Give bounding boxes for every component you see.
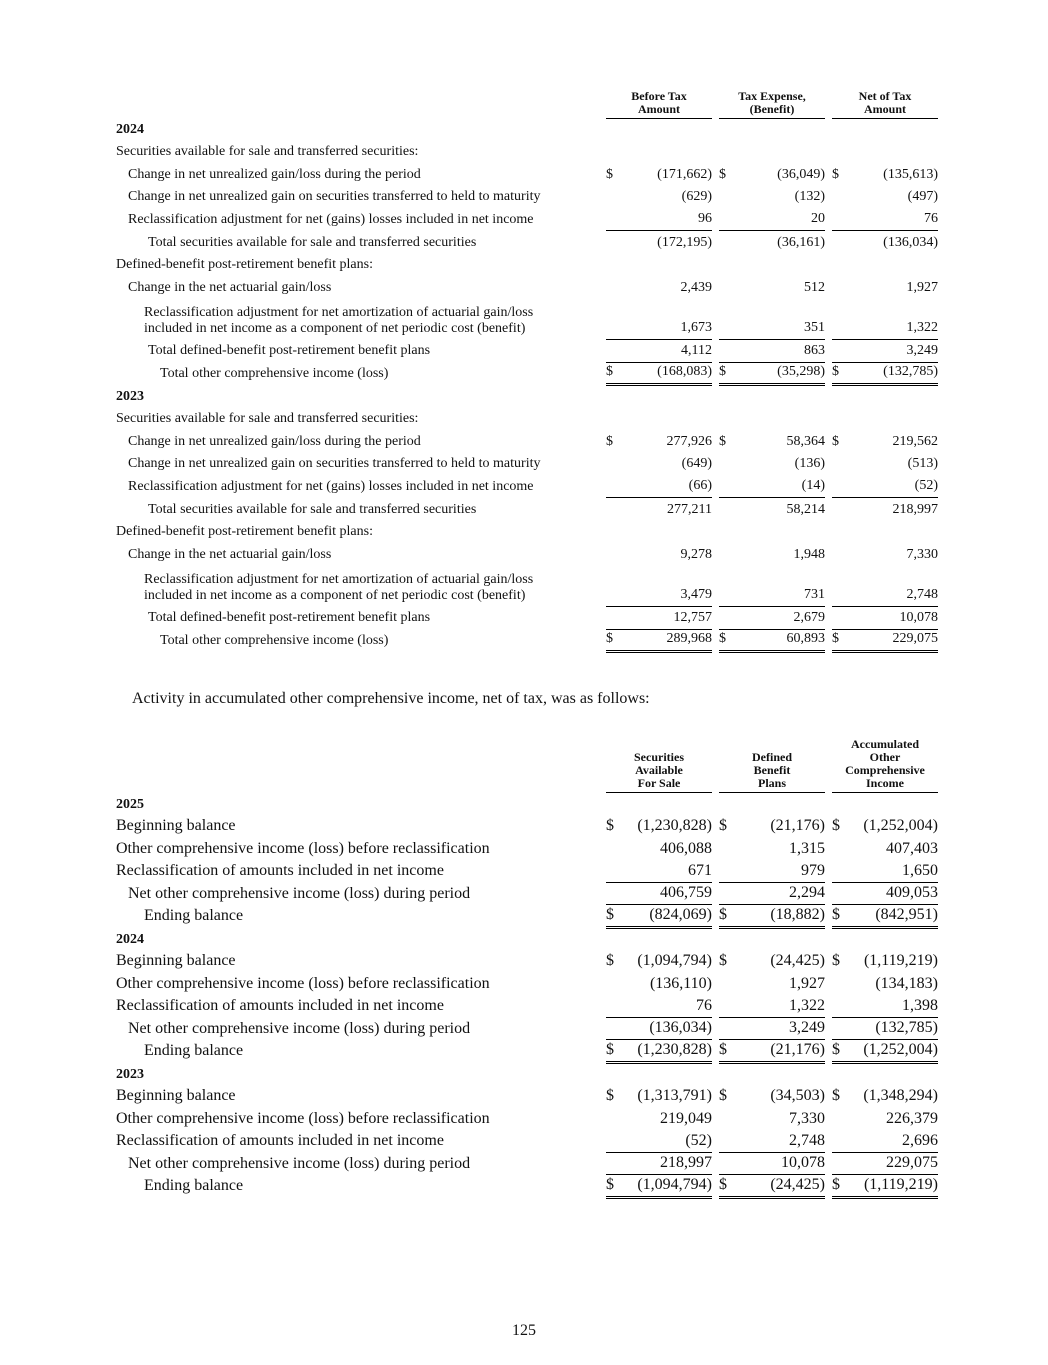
cell-value: 2,748	[854, 566, 938, 607]
cell-value: (136)	[794, 456, 825, 472]
table-row	[116, 972, 938, 995]
table-row	[116, 475, 938, 498]
cell-value: 20	[741, 208, 825, 231]
currency-sign: $	[719, 166, 726, 182]
cell-value: (1,230,828)	[637, 817, 712, 834]
cell-value: 10,078	[854, 607, 938, 630]
table-row	[116, 1085, 938, 1108]
cell-value: 9,278	[680, 546, 712, 562]
col-header-net-of-tax: Net of Tax Amount	[832, 84, 938, 118]
row-label: Ending balance	[144, 1177, 244, 1194]
cell-value: 7,330	[789, 1109, 825, 1127]
subtotal-row	[116, 1017, 938, 1040]
cell-value: 58,364	[786, 433, 825, 449]
cell-value: 219,049	[660, 1109, 712, 1127]
table-row	[116, 815, 938, 838]
subtotal-row	[116, 607, 938, 630]
table-row	[116, 566, 938, 607]
cell-value: 409,053	[848, 882, 938, 905]
table-header-row	[116, 84, 938, 118]
cell-value: 1,650	[848, 860, 938, 883]
year-row	[116, 792, 938, 815]
cell-value: (136,110)	[649, 974, 712, 992]
cell-value: 60,893	[741, 629, 825, 652]
currency-sign: $	[719, 362, 741, 385]
currency-sign: $	[719, 1087, 727, 1104]
cell-value: (629)	[681, 189, 712, 205]
table-row	[116, 1107, 938, 1130]
cell-value: (1,252,004)	[863, 817, 938, 834]
cell-value: 3,249	[735, 1017, 825, 1040]
cell-value: 731	[741, 566, 825, 607]
cell-value: (1,094,794)	[637, 952, 712, 969]
cell-value: (36,161)	[777, 234, 825, 250]
row-label: Total other comprehensive income (loss)	[160, 365, 389, 381]
row-label: Total defined-benefit post-retirement benefit plans	[148, 610, 431, 626]
total-row	[116, 1175, 938, 1198]
table-row	[116, 453, 938, 476]
table-row	[116, 837, 938, 860]
cell-value: 3,479	[628, 566, 712, 607]
currency-sign: $	[606, 362, 628, 385]
cell-value: (168,083)	[628, 362, 712, 385]
subtotal-row	[116, 231, 938, 254]
subtotal-row	[116, 340, 938, 363]
cell-value: 4,112	[628, 340, 712, 363]
cell-value: 12,757	[628, 607, 712, 630]
currency-sign: $	[832, 1175, 848, 1198]
row-label: Total other comprehensive income (loss)	[160, 632, 389, 648]
cell-value: 218,997	[622, 1152, 712, 1175]
cell-value: 289,968	[628, 629, 712, 652]
cell-value: 76	[854, 208, 938, 231]
currency-sign: $	[606, 952, 614, 969]
currency-sign: $	[719, 1175, 735, 1198]
table-row	[116, 299, 938, 340]
row-label: Change in net unrealized gain on securities transferred to held to maturity	[128, 456, 541, 472]
row-label: Reclassification of amounts included in net income	[116, 1132, 444, 1149]
row-label: Ending balance	[144, 907, 244, 924]
currency-sign: $	[719, 905, 735, 928]
cell-value: 1,927	[906, 279, 938, 295]
section-label: Securities available for sale and transferred securities:	[116, 144, 419, 160]
currency-sign: $	[719, 433, 726, 449]
total-row	[116, 1040, 938, 1063]
currency-sign: $	[606, 166, 613, 182]
oci-components-table	[116, 84, 938, 653]
row-label: Reclassification of amounts included in net income	[116, 862, 444, 879]
cell-value: (132)	[794, 189, 825, 205]
row-label: Total securities available for sale and transferred securities	[148, 501, 477, 517]
cell-value: 1,927	[789, 974, 825, 992]
year-label: 2023	[116, 388, 144, 404]
cell-value: 1,322	[854, 299, 938, 340]
section-row	[116, 408, 938, 431]
currency-sign: $	[606, 1040, 622, 1063]
cell-value: 1,398	[848, 995, 938, 1018]
col-header-aoci: Accumulated Other Comprehensive Income	[832, 732, 938, 792]
cell-value: 979	[735, 860, 825, 883]
cell-value: (171,662)	[657, 166, 712, 182]
cell-value: (132,785)	[848, 1017, 938, 1040]
currency-sign: $	[832, 1087, 840, 1104]
cell-value: (513)	[907, 456, 938, 472]
section-label: Defined-benefit post-retirement benefit plans:	[116, 257, 373, 273]
currency-sign: $	[719, 629, 741, 652]
cell-value: 277,211	[667, 501, 712, 517]
currency-sign: $	[832, 817, 840, 834]
cell-value: (1,313,791)	[637, 1087, 712, 1104]
cell-value: 218,997	[892, 501, 938, 517]
row-label: Net other comprehensive income (loss) during period	[128, 884, 471, 902]
cell-value: 2,294	[735, 882, 825, 905]
subtotal-row	[116, 1152, 938, 1175]
cell-value: (52)	[622, 1130, 712, 1153]
cell-value: (14)	[741, 475, 825, 498]
row-label: Beginning balance	[116, 952, 236, 969]
table-row	[116, 208, 938, 231]
cell-value: (1,119,219)	[863, 952, 938, 969]
col-header-securities-afs: Securities Available For Sale	[606, 732, 712, 792]
cell-value: (824,069)	[622, 905, 712, 928]
cell-value: (34,503)	[770, 1087, 825, 1104]
year-label: 2023	[116, 1066, 144, 1082]
cell-value: (136,034)	[883, 234, 938, 250]
row-label: Change in net unrealized gain on securities transferred to held to maturity	[128, 189, 541, 205]
col-header-before-tax: Before Tax Amount	[606, 84, 712, 118]
col-header-defined-benefit: Defined Benefit Plans	[719, 732, 825, 792]
cell-value: (66)	[628, 475, 712, 498]
cell-value: (1,252,004)	[848, 1040, 938, 1063]
cell-value: (136,034)	[622, 1017, 712, 1040]
year-row	[116, 927, 938, 950]
row-label: Reclassification adjustment for net amortization of actuarial gain/loss included in net income as a component of net periodic cost (benefit)	[144, 304, 534, 336]
cell-value: 229,075	[854, 629, 938, 652]
cell-value: (649)	[681, 456, 712, 472]
cell-value: 406,088	[660, 839, 712, 857]
currency-sign: $	[832, 905, 848, 928]
cell-value: 2,439	[680, 279, 712, 295]
row-label: Other comprehensive income (loss) before reclassification	[116, 1109, 490, 1127]
row-label: Beginning balance	[116, 817, 236, 834]
cell-value: (842,951)	[848, 905, 938, 928]
cell-value: 2,679	[741, 607, 825, 630]
cell-value: (1,094,794)	[622, 1175, 712, 1198]
subtotal-row	[116, 498, 938, 521]
currency-sign: $	[606, 629, 628, 652]
table-row	[116, 950, 938, 973]
currency-sign: $	[832, 629, 854, 652]
page-number: 125	[512, 1322, 536, 1339]
currency-sign: $	[606, 1175, 622, 1198]
aoci-activity-table	[116, 732, 938, 1199]
currency-sign: $	[719, 817, 727, 834]
row-label: Ending balance	[144, 1042, 244, 1059]
cell-value: (21,176)	[735, 1040, 825, 1063]
row-label: Other comprehensive income (loss) before reclassification	[116, 974, 490, 992]
col-header-tax-expense: Tax Expense, (Benefit)	[719, 84, 825, 118]
section-row	[116, 141, 938, 164]
table-row	[116, 1130, 938, 1153]
cell-value: 10,078	[735, 1152, 825, 1175]
section-row	[116, 254, 938, 277]
row-label: Total defined-benefit post-retirement benefit plans	[148, 343, 431, 359]
table-row	[116, 543, 938, 566]
cell-value: 1,948	[793, 546, 825, 562]
cell-value: (132,785)	[854, 362, 938, 385]
cell-value: 1,315	[789, 839, 825, 857]
subtotal-row	[116, 882, 938, 905]
row-label: Reclassification of amounts included in net income	[116, 997, 444, 1014]
cell-value: (134,183)	[875, 974, 938, 992]
cell-value: (135,613)	[883, 166, 938, 182]
cell-value: 226,379	[886, 1109, 938, 1127]
year-row	[116, 1062, 938, 1085]
year-label: 2024	[116, 931, 144, 947]
table-row	[116, 276, 938, 299]
cell-value: 1,673	[628, 299, 712, 340]
currency-sign: $	[606, 1087, 614, 1104]
section-row	[116, 521, 938, 544]
cell-value: (36,049)	[777, 166, 825, 182]
cell-value: 7,330	[906, 546, 938, 562]
cell-value: (1,119,219)	[848, 1175, 938, 1198]
currency-sign: $	[832, 433, 839, 449]
row-label: Net other comprehensive income (loss) during period	[128, 1019, 471, 1037]
currency-sign: $	[606, 905, 622, 928]
cell-value: 96	[628, 208, 712, 231]
currency-sign: $	[832, 166, 839, 182]
table-row	[116, 860, 938, 883]
row-label: Change in the net actuarial gain/loss	[128, 546, 332, 562]
row-label: Reclassification adjustment for net (gains) losses included in net income	[128, 211, 534, 227]
cell-value: 863	[741, 340, 825, 363]
cell-value: 512	[804, 279, 825, 295]
row-label: Change in net unrealized gain/loss during the period	[128, 166, 421, 182]
cell-value: (1,348,294)	[863, 1087, 938, 1104]
section-label: Securities available for sale and transferred securities:	[116, 411, 419, 427]
row-label: Net other comprehensive income (loss) during period	[128, 1154, 471, 1172]
cell-value: 351	[741, 299, 825, 340]
cell-value: (497)	[907, 189, 938, 205]
year-row	[116, 385, 938, 408]
cell-value: 2,748	[735, 1130, 825, 1153]
table-row	[116, 995, 938, 1018]
cell-value: (24,425)	[735, 1175, 825, 1198]
section-label: Defined-benefit post-retirement benefit plans:	[116, 524, 373, 540]
row-label: Change in net unrealized gain/loss during the period	[128, 433, 421, 449]
currency-sign: $	[719, 952, 727, 969]
table-header-row	[116, 732, 938, 792]
table-row	[116, 186, 938, 209]
currency-sign: $	[832, 362, 854, 385]
intro-paragraph: Activity in accumulated other comprehensive income, net of tax, was as follows:	[132, 690, 650, 707]
row-label: Reclassification adjustment for net (gains) losses included in net income	[128, 478, 534, 494]
cell-value: (35,298)	[741, 362, 825, 385]
currency-sign: $	[606, 433, 613, 449]
row-label: Other comprehensive income (loss) before reclassification	[116, 839, 490, 857]
total-row	[116, 629, 938, 652]
row-label: Change in the net actuarial gain/loss	[128, 279, 332, 295]
cell-value: 3,249	[854, 340, 938, 363]
cell-value: (52)	[854, 475, 938, 498]
cell-value: 219,562	[892, 433, 938, 449]
row-label: Reclassification adjustment for net amortization of actuarial gain/loss included in net income as a component of net periodic cost (benefit)	[144, 571, 534, 603]
year-label: 2024	[116, 121, 144, 137]
cell-value: 406,759	[622, 882, 712, 905]
currency-sign: $	[719, 1040, 735, 1063]
cell-value: 1,322	[735, 995, 825, 1018]
cell-value: 277,926	[666, 433, 712, 449]
row-label: Total securities available for sale and transferred securities	[148, 234, 477, 250]
total-row	[116, 905, 938, 928]
cell-value: 671	[622, 860, 712, 883]
cell-value: (24,425)	[770, 952, 825, 969]
cell-value: 2,696	[848, 1130, 938, 1153]
row-label: Beginning balance	[116, 1087, 236, 1104]
cell-value: 76	[622, 995, 712, 1018]
year-label: 2025	[116, 796, 144, 812]
cell-value: (1,230,828)	[622, 1040, 712, 1063]
currency-sign: $	[606, 817, 614, 834]
total-row	[116, 362, 938, 385]
cell-value: (21,176)	[770, 817, 825, 834]
table-row	[116, 163, 938, 186]
year-row	[116, 118, 938, 141]
cell-value: (18,882)	[735, 905, 825, 928]
cell-value: 407,403	[886, 839, 938, 857]
cell-value: (172,195)	[657, 234, 712, 250]
cell-value: 58,214	[786, 501, 825, 517]
currency-sign: $	[832, 1040, 848, 1063]
table-row	[116, 430, 938, 453]
cell-value: 229,075	[848, 1152, 938, 1175]
currency-sign: $	[832, 952, 840, 969]
